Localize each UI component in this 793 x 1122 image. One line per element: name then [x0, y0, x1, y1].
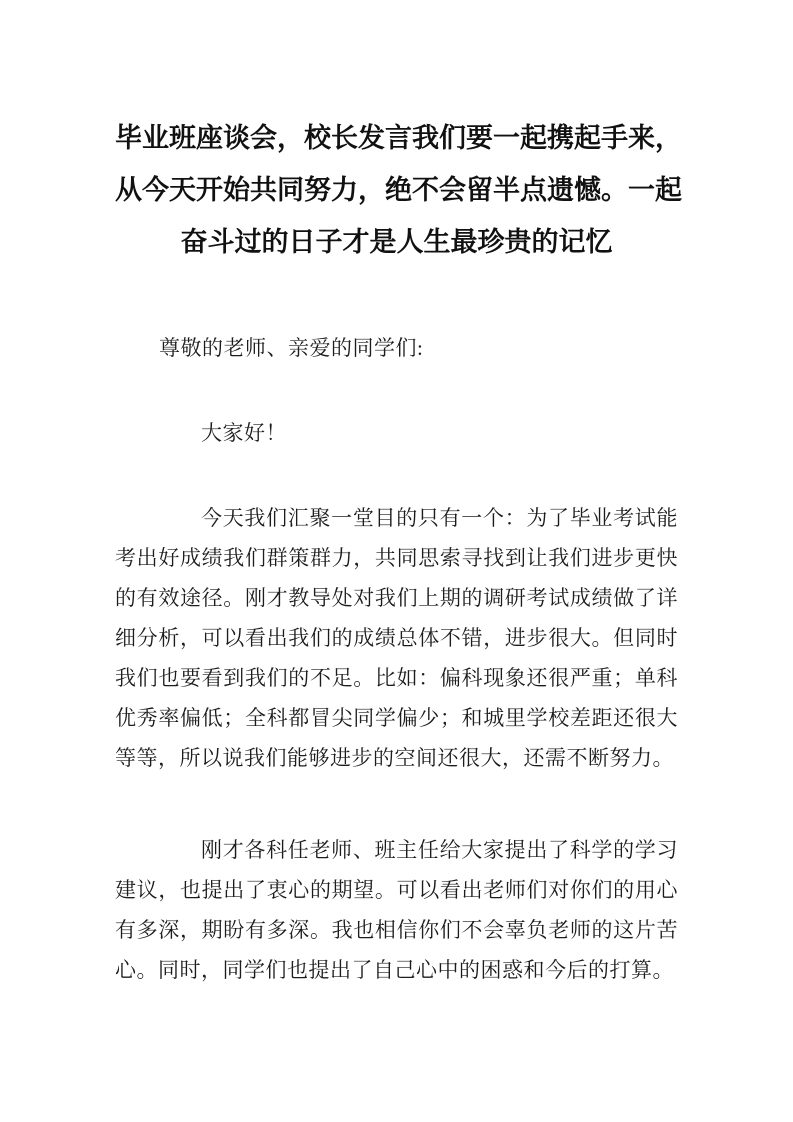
title-line-1: 毕业班座谈会，校长发言我们要一起携起手来，	[115, 123, 682, 153]
greeting-line: 尊敬的老师、亲爱的同学们:	[159, 336, 424, 360]
salutation-line: 大家好！	[201, 421, 287, 445]
body-paragraph-1: 今天我们汇聚一堂目的只有一个：为了毕业考试能考出好成绩我们群策群力，共同思索寻找到让我们进步更快的有效途径。刚才教导处对我们上期的调研考试成绩做了详细分析，可以看出我们的成绩总体不错，进步很大。但同时我们也要看到我们的不足。比如：偏科现象还很严重；单科优秀率偏低；全科都冒尖同学偏少；和城里学校差距还很大等等，所以说我们能够进步的空间还很大，还需不断努力。	[115, 506, 678, 770]
document-title	[115, 112, 682, 268]
body-paragraph-2: 刚才各科任老师、班主任给大家提出了科学的学习建议，也提出了衷心的期望。可以看出老师们对你们的用心有多深，期盼有多深。我也相信你们不会辜负老师的这片苦心。同时，同学们也提出了自己心中的困惑和今后的打算。	[115, 838, 678, 982]
title-line-3: 奋斗过的日子才是人生最珍贵的记忆	[180, 227, 613, 257]
title-line-2: 从今天开始共同努力，绝不会留半点遗憾。一起	[115, 175, 682, 205]
document-content	[115, 112, 682, 990]
